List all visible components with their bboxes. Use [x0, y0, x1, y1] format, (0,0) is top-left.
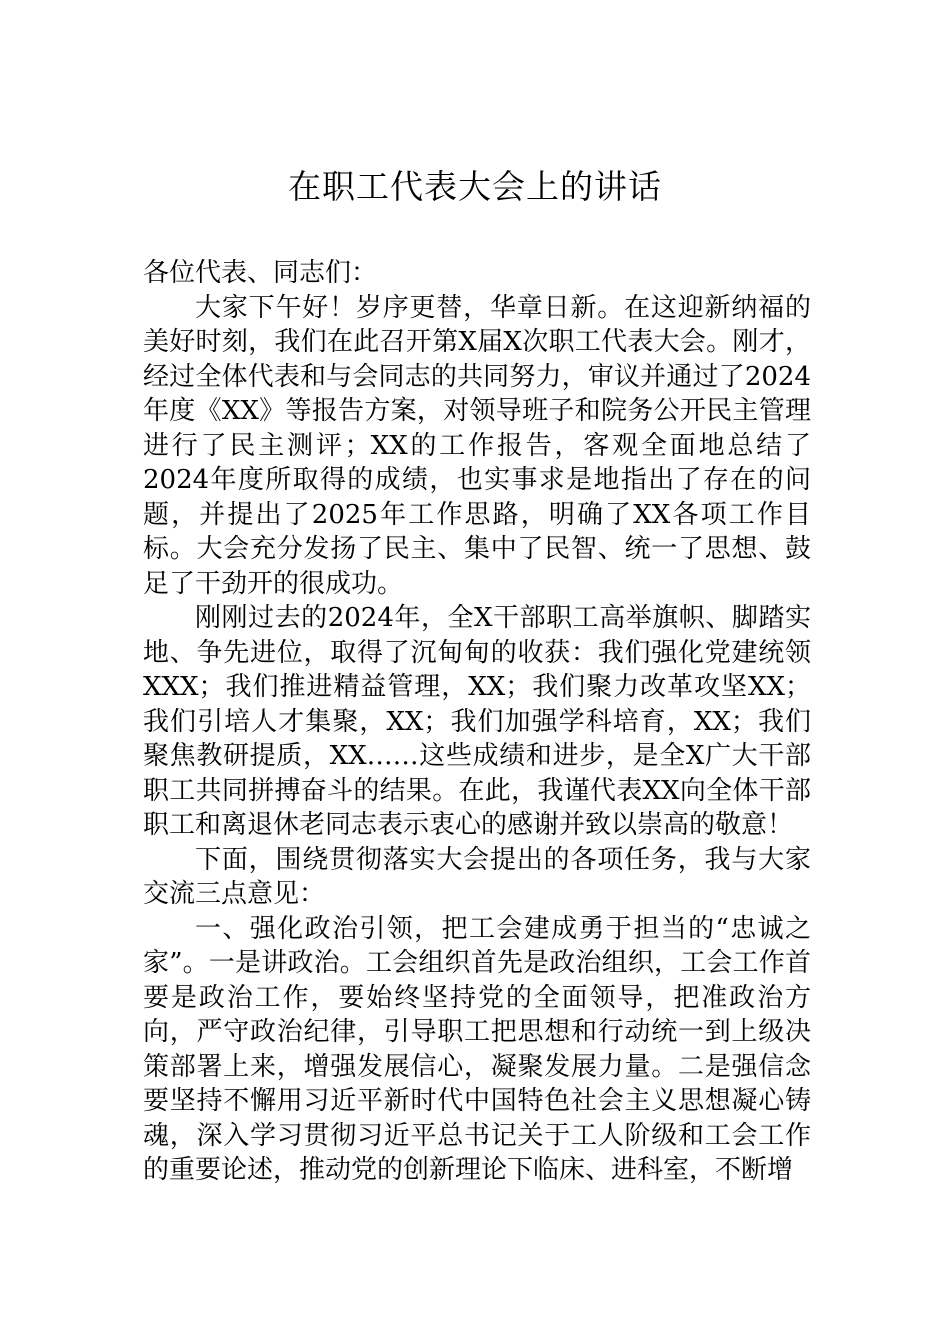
document-title: 在职工代表大会上的讲话 [288, 167, 662, 206]
paragraph-achievements: 刚刚过去的2024年，全X干部职工高举旗帜、脚踏实地、争先进位，取得了沉甸甸的收获：我们强化党建统领XXX；我们推进精益管理，XX；我们聚力改革攻坚XX；我们引培人才集聚，XX；我们加强学科培育，XX；我们聚焦教研提质，XX……这些成绩和进步，是全X广大干部职工共同拼搏奋斗的结果。在此，我谨代表XX向全体干部职工和离退休老同志表示衷心的感谢并致以崇高的敬意！ [143, 603, 811, 840]
paragraph-point-one: 一、强化政治引领，把工会建成勇于担当的“忠诚之家”。一是讲政治。工会组织首先是政治组织，工会工作首要是政治工作，要始终坚持党的全面领导，把准政治方向，严守政治纪律，引导职工把思想和行动统一到上级决策部署上来，增强发展信心，凝聚发展力量。二是强信念要坚持不懈用习近平新时代中国特色社会主义思想凝心铸魂，深入学习贯彻习近平总书记关于工人阶级和工会工作的重要论述，推动党的创新理论下临床、进科室，不断增 [143, 913, 811, 1185]
salutation: 各位代表、同志们： [143, 258, 378, 288]
document-body [143, 256, 811, 1188]
paragraph-opening: 大家下午好！岁序更替，华章日新。在这迎新纳福的美好时刻，我们在此召开第X届X次职工代表大会。刚才，经过全体代表和与会同志的共同努力，审议并通过了2024年度《XX》等报告方案，对领导班子和院务公开民主管理进行了民主测评；XX的工作报告，客观全面地总结了2024年度所取得的成绩，也实事求是地指出了存在的问题，并提出了2025年工作思路，明确了XX各项工作目标。大会充分发扬了民主、集中了民智、统一了思想、鼓足了干劲开的很成功。 [143, 292, 811, 599]
paragraph-transition: 下面，围绕贯彻落实大会提出的各项任务，我与大家交流三点意见： [143, 844, 811, 909]
